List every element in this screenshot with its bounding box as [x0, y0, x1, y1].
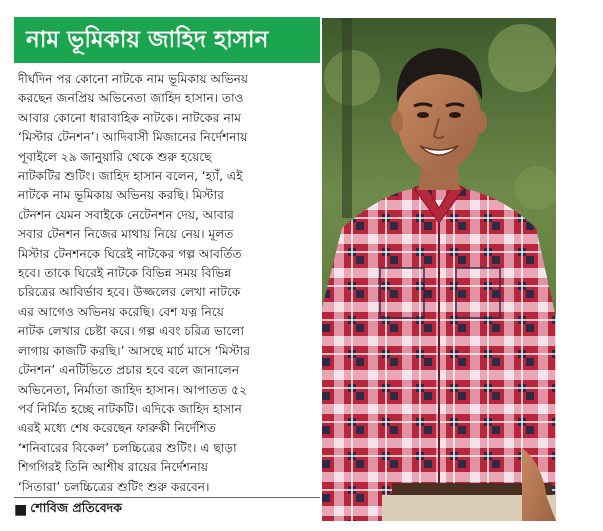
- body-line: ‘সিতারা’ চলচ্চিত্রের শুটিং শুরু করবেন।: [18, 479, 210, 494]
- body-line: নাটক লেখার চেষ্টা করে। গল্প এবং চরিত্র ভালো: [18, 324, 245, 339]
- body-line: হবে। তাকে ঘিরেই নাটকে বিভিন্ন সময় বিভিন্ন: [18, 266, 232, 281]
- body-line: চরিত্রের আবির্ভাব হবে। উজ্জলের লেখা নাটকে: [18, 285, 241, 300]
- byline-divider: [14, 497, 320, 498]
- headline: নাম ভূমিকায় জাহিদ হাসান: [26, 26, 269, 53]
- body-line: লাগায় কাজটি করছি।’ আসছে মার্চ মাসে ‘মিস্টার: [18, 343, 251, 358]
- body-line: টেনশন যেমন সবাইকে নেটেনশন দেয়, আবার: [18, 207, 235, 222]
- man-in-plaid-shirt-photo: [322, 18, 556, 521]
- article-body: [18, 70, 320, 497]
- body-line: নাটকটির শুটিং। জাহিদ হাসান বলেন, ‘হ্যাঁ, এই: [18, 169, 243, 184]
- body-line: পূবাইলে ২৯ জানুয়ারি থেকে শুরু হয়েছে: [18, 149, 212, 164]
- body-line: এর আগেও অভিনয় করেছি। বেশ যত্ন নিয়ে: [18, 304, 224, 319]
- body-line: নাটকে নাম ভূমিকায় অভিনয় করছি। মিস্টার: [18, 188, 224, 203]
- body-line: মিস্টার টেনশনকে ঘিরেই নাটকের গল্প আবর্তিত: [18, 246, 242, 261]
- body-line: দীর্ঘদিন পর কোনো নাটকে নাম ভূমিকায় অভিনয়: [18, 72, 249, 86]
- body-line: ‘মিস্টার টেনশন’। আদিবাসী মিজানের নির্দেশনায়: [18, 130, 248, 145]
- byline-text: শোবিজ প্রতিবেদক: [30, 500, 122, 515]
- body-line: সবার টেনশন নিজের মাথায় নিয়ে নেয়। মূলত: [18, 227, 234, 242]
- headline-bar: [14, 17, 320, 63]
- body-line: পর্ব নির্মিত হচ্ছে নাটকটি। এদিকে জাহিদ হাসান: [18, 401, 242, 416]
- body-line: এরই মধ্যে শেষ করেছেন ফারুকী নির্দেশিত: [18, 421, 216, 436]
- body-line: অভিনেতা, নির্মাতা জাহিদ হাসান। আপাতত ৫২: [18, 382, 247, 397]
- body-line: করছেন জনপ্রিয় অভিনেতা জাহিদ হাসান। তাও: [18, 91, 244, 106]
- square-bullet-icon: ■: [14, 502, 28, 518]
- byline: [14, 500, 122, 520]
- body-line: শিগগিরই তিনি আশীষ রায়ের নির্দেশনায়: [18, 460, 209, 475]
- body-line: টেনশন’ এনটিভিতে প্রচার হবে বলে জানালেন: [18, 363, 240, 378]
- body-line: ‘শনিবারের বিকেল’ চলচ্চিত্রের শুটিং। এ ছাড়া: [18, 440, 237, 455]
- body-line: আবার কোনো ধারাবাহিক নাটকে। নাটকের নাম: [18, 110, 242, 125]
